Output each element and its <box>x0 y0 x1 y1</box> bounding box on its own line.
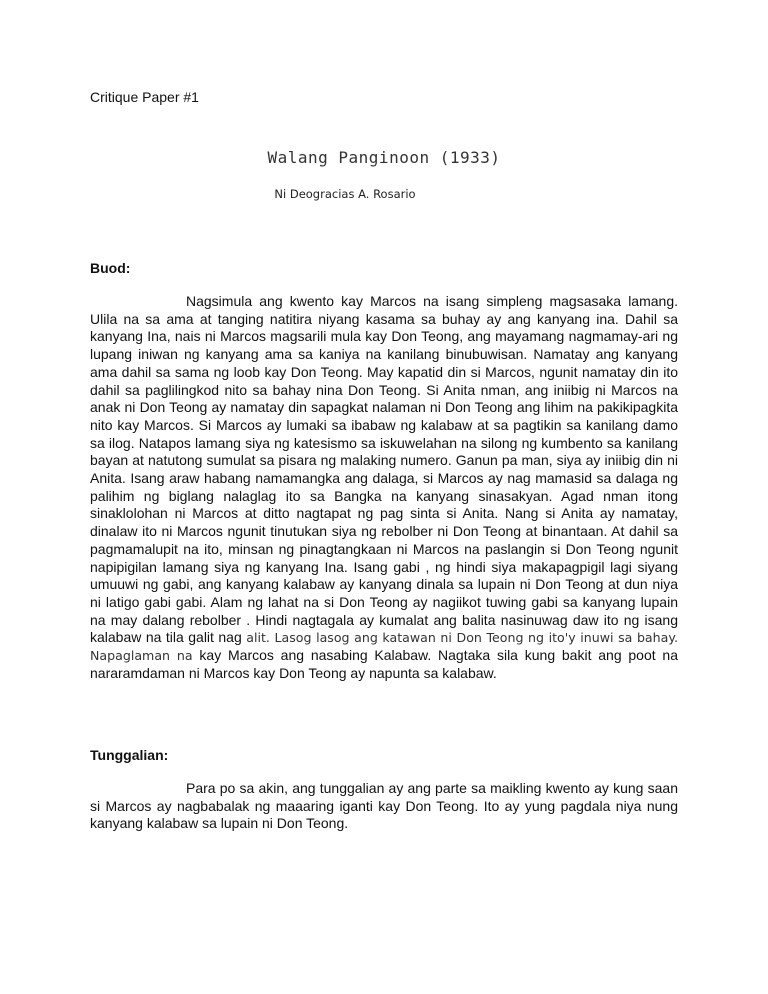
paragraph-buod <box>90 293 678 682</box>
paragraph-buod-text-a: Nagsimula ang kwento kay Marcos na isang simpleng magsasaka lamang. Ulila na sa ama at tanging natitira niyang kasama sa buhay ay ang kanyang ina. Dahil sa kanyang Ina, nais ni Marcos magsarili mula kay Don Teong, ang mayamang nagmamay-ari ng lupang iniwan ng kanyang ama sa kaniya na kanilang binubuwisan. Namatay ang kanyang ama dahil sa sama ng loob kay Don Teong. May kapatid din si Marcos, ngunit namatay din ito dahil sa paglilingkod nito sa bahay nina Don Teong. Si Anita nman, ang iniibig ni Marcos na anak ni Don Teong ay namatay din sapagkat nalaman ni Don Teong ang lihim na pakikipagkita nito kay Marcos. Si Marcos ay lumaki sa ibabaw ng kalabaw at sa pagtikin sa kanilang damo sa ilog. Natapos lamang siya ng katesismo sa iskuwelahan na silong ng kumbento sa kanilang bayan at natutong sumulat sa pisara ng malaking numero. Ganun pa man, siya ay iniibig din ni Anita. Isang araw habang namamangka ang dalaga, si Marcos ay nag mamasid sa dalaga ng palihim ng biglang nalaglag ito sa Bangka na kanyang sinasakyan. Agad nman itong sinaklolohan ni Marcos at ditto nagtapat ng pag sinta si Anita. Nang si Anita ay namatay, dinalaw ito ni Marcos ngunit tinutukan siya ng rebolber ni Don Teong at binantaan. At dahil sa pagmamalupit na ito, minsan ng pinagtangkaan ni Marcos na paslangin si Don Teong ngunit napipigilan lamang siya ng kanyang Ina. Isang gabi , ng hindi siya makapagpigil lagi siyang umuuwi ng gabi, ang kanyang kalabaw ay kanyang dinala sa lupain ni Don Teong at dun niya ni latigo gabi gabi. Alam ng lahat na si Don Teong ay nagiikot tuwing gabi sa kanyang lupain na may dalang rebolber . Hindi nagtagala ay kumalat ang balita nasinuwag daw ito ng isang kalabaw na tila galit nag <box>90 293 678 646</box>
paragraph-tunggalian-text: Para po sa akin, ang tunggalian ay ang parte sa maikling kwento ay kung saan si Marcos ay nagbabalak ng maaaring iganti kay Don Teong. Ito ay yung pagdala niya nung kanyang kalabaw sa lupain ni Don Teong. <box>90 780 678 832</box>
section-heading-buod: Buod: <box>90 260 131 276</box>
paragraph-buod-text-b: alit. Lasog lasog ang katawan ni Don Teong ng ito'y inuwi sa bahay. Napaglaman na <box>90 630 679 664</box>
section-heading-tunggalian: Tunggalian: <box>90 747 169 763</box>
paragraph-buod-text-c: kay Marcos ang nasabing Kalabaw. Nagtaka sila kung bakit ang poot na nararamdaman ni Marcos kay Don Teong ay napunta sa kalabaw. <box>90 647 678 681</box>
document-title: Walang Panginoon (1933) <box>267 148 501 167</box>
paragraph-tunggalian <box>90 780 678 833</box>
header-label: Critique Paper #1 <box>90 89 199 105</box>
author-line: Ni Deogracias A. Rosario <box>274 187 416 201</box>
